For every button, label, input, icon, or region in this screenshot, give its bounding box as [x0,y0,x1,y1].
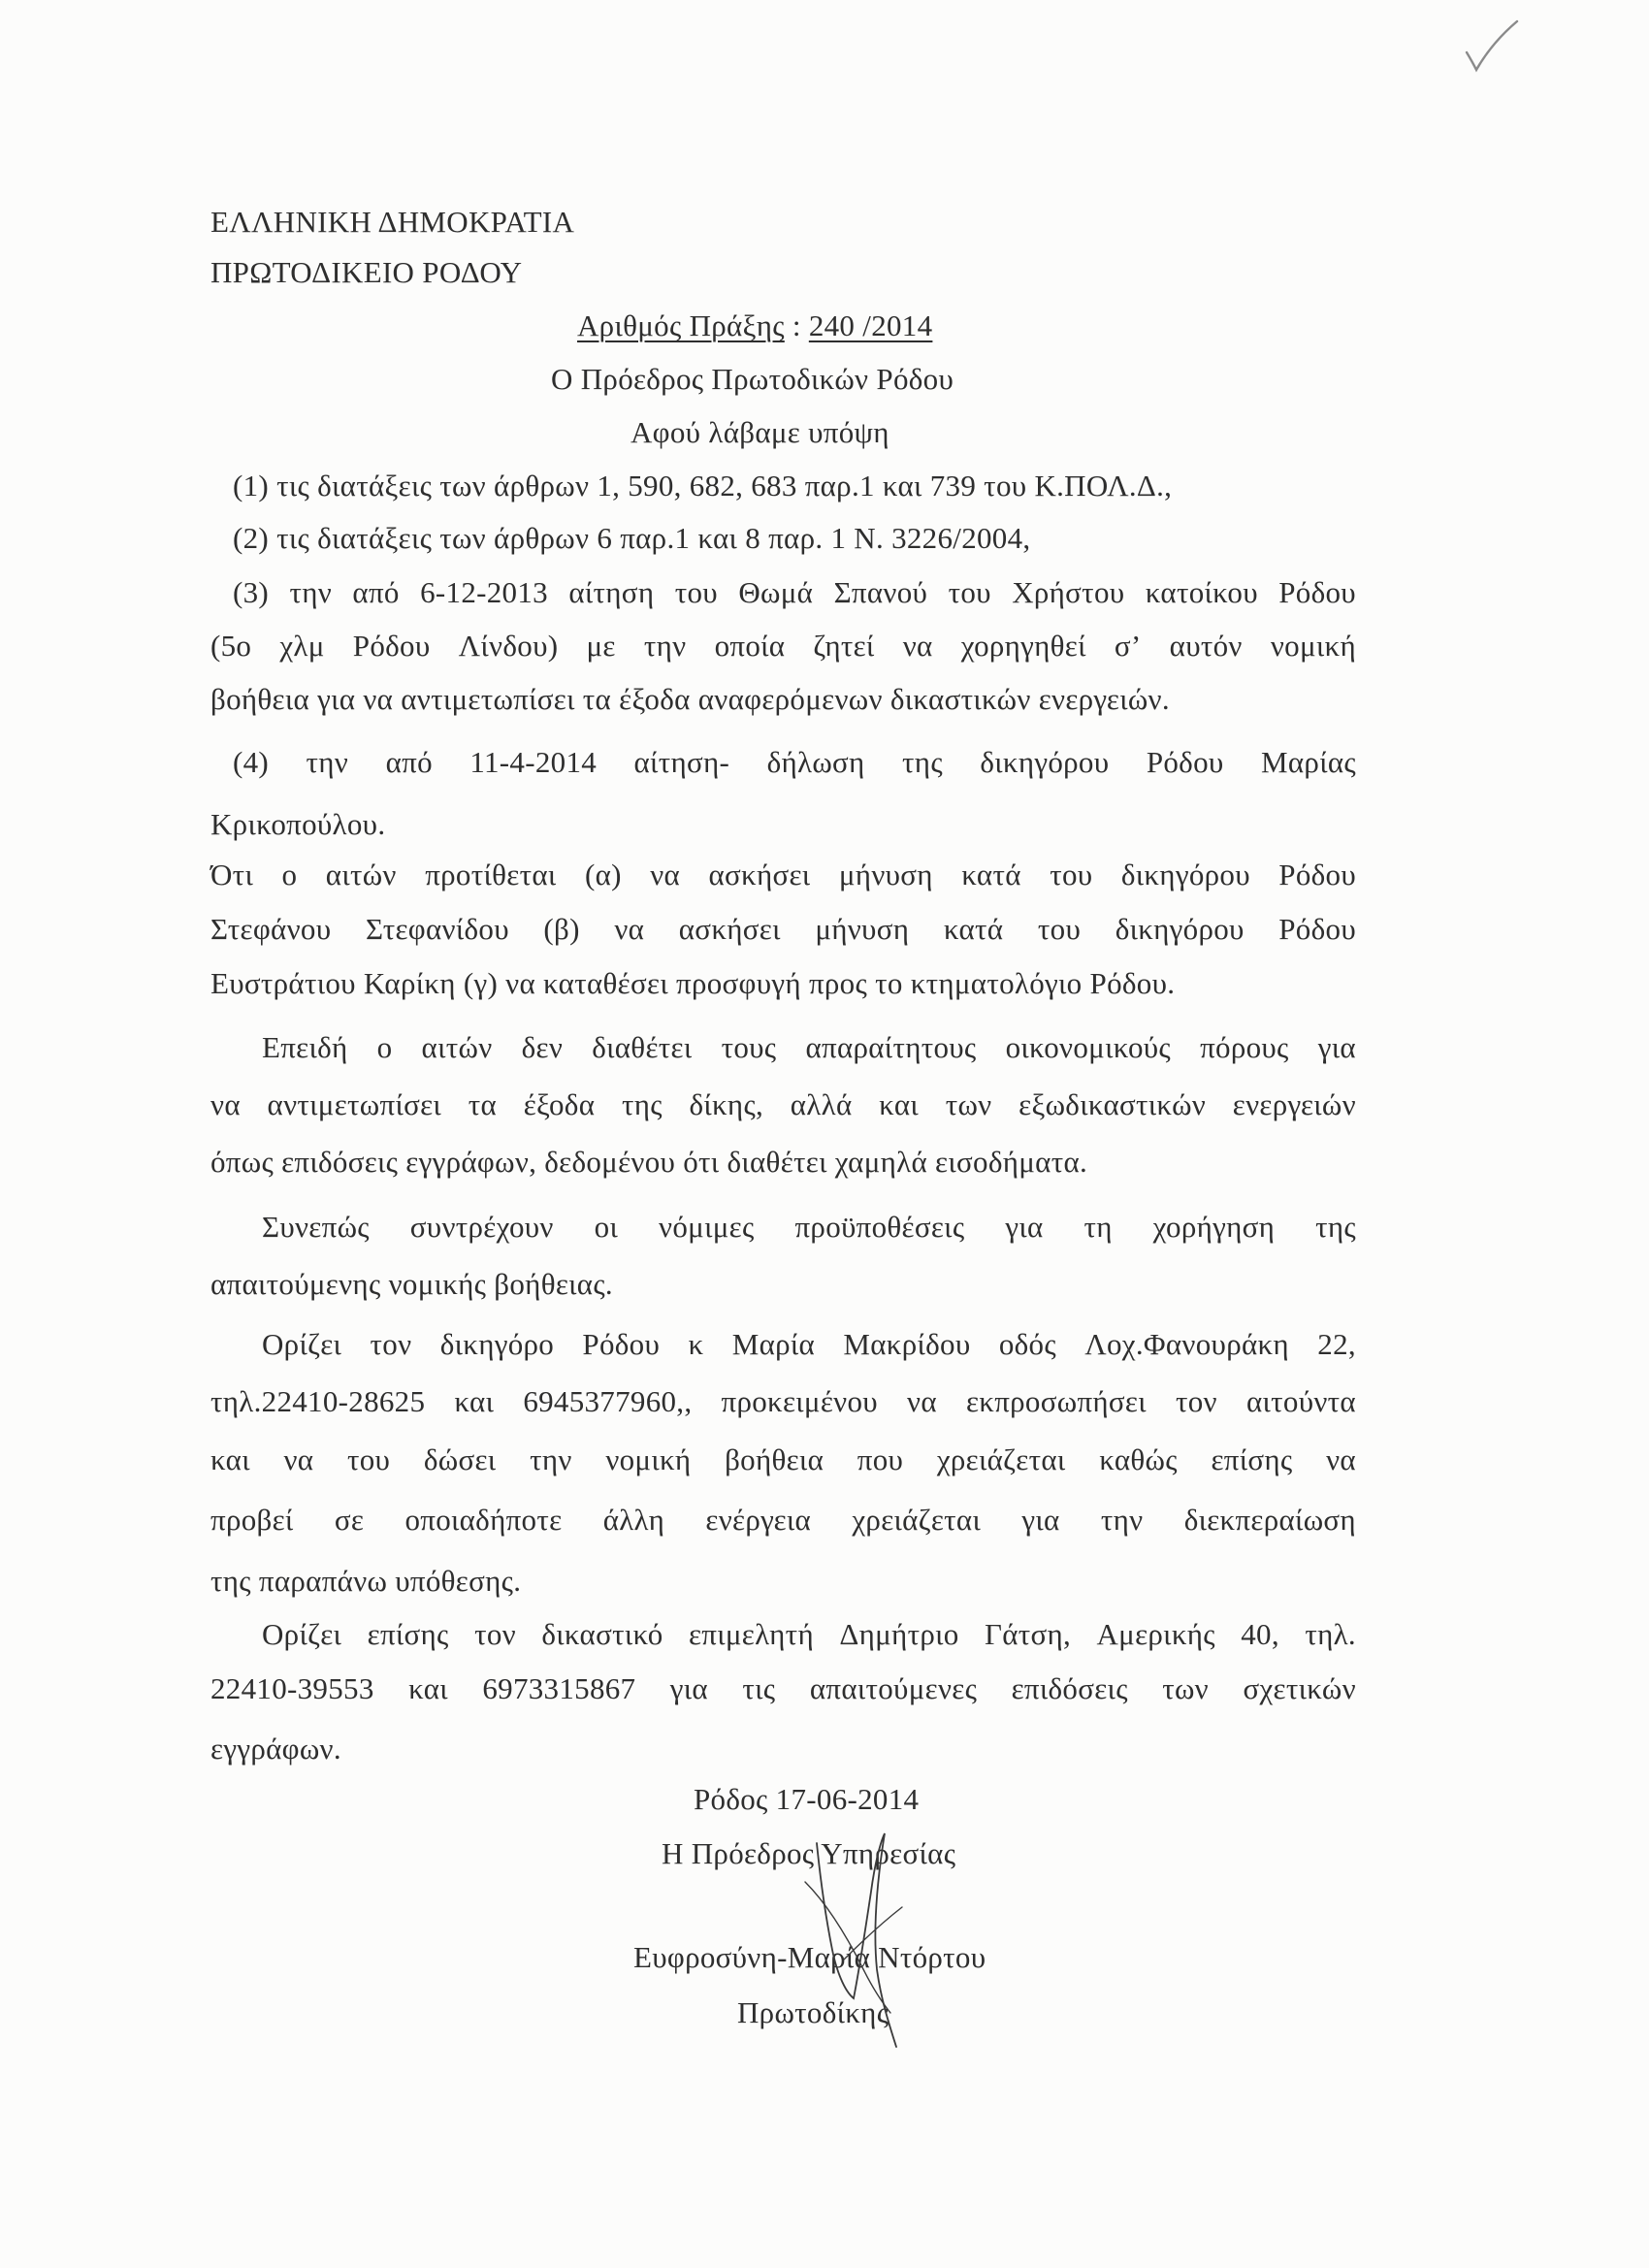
word: 40, [1241,1617,1279,1651]
paragraph-4-line-2 [210,1384,1356,1419]
word: άλλη [602,1503,665,1537]
header-republic: ΕΛΛΗΝΙΚΗ ΔΗΜΟΚΡΑΤΙΑ [210,205,575,239]
word: επίσης [367,1617,449,1651]
word: νομική [605,1442,692,1476]
header-court: ΠΡΩΤΟΔΙΚΕΙΟ ΡΟΔΟΥ [210,255,523,289]
act-number [577,308,932,343]
word: ενέργεια [705,1503,812,1537]
word: να [902,629,933,663]
act-number-label: Αριθμός Πράξης [577,308,785,342]
word: αντιμετωπίσει [267,1087,442,1121]
word: του [674,575,718,609]
word: την [530,1442,572,1476]
word: αίτηση [568,575,655,609]
word: δικαστικό [541,1617,663,1651]
consideration-4-line-2: Κρικοπούλου. [210,807,386,841]
word: διαθέτει [592,1030,693,1064]
word: χρειάζεται [852,1503,982,1537]
act-number-value: 240 /2014 [808,308,933,342]
word: τις [742,1671,776,1705]
paragraph-2-line-2 [210,1087,1356,1122]
word: ενεργειών [1232,1087,1356,1121]
word: να [650,858,681,891]
word: προτίθεται [425,858,557,891]
consideration-4-line-1 [233,745,1356,780]
word: Δημήτριο [839,1617,959,1651]
word: αιτών [325,858,397,891]
word: δίκης, [689,1087,764,1121]
word: κατά [961,858,1021,891]
paragraph-1-line-2 [210,912,1356,947]
paragraph-1-line-1 [210,858,1356,892]
word: Σπανού [833,575,928,609]
word: Ορίζει [262,1617,342,1651]
word: την [289,575,333,609]
word: Λοχ.Φανουράκη [1084,1327,1289,1361]
word: δικηγόρο [439,1327,555,1361]
word: να [1326,1442,1356,1476]
word: προκειμένου [721,1384,878,1418]
word: να [210,1087,241,1121]
word: τον [1175,1384,1217,1418]
word: Ορίζει [262,1327,342,1361]
word: και [408,1671,448,1705]
word: την [643,629,687,663]
word: δεν [521,1030,564,1064]
word: νομική [1270,629,1356,663]
word: απαιτούμενες [809,1671,978,1705]
word: Ρόδου [352,629,431,663]
word: Μαρίας [1261,745,1356,779]
word: χορηγηθεί [960,629,1086,663]
considering-line: Αφού λάβαμε υπόψη [630,415,889,449]
word: με [586,629,616,663]
word: για [1021,1503,1060,1537]
word: ασκήσει [708,858,811,891]
paragraph-4-line-3 [210,1442,1356,1477]
word: σ’ [1114,629,1142,663]
word: διεκπεραίωση [1183,1503,1356,1537]
signatory-title: Πρωτοδίκης [737,1995,889,2029]
word: του [1037,912,1082,946]
word: δικηγόρου [1115,912,1245,946]
consideration-3-line-3: βοήθεια για να αντιμετωπίσει τα έξοδα αναφερόμενων δικαστικών ενεργειών. [210,682,1170,716]
word: οποιαδήποτε [404,1503,563,1537]
word: τη [1083,1210,1113,1244]
paragraph-1-line-3: Ευστράτιου Καρίκη (γ) να καταθέσει προσφυγή προς το κτηματολόγιο Ρόδου. [210,966,1176,1000]
consideration-3-line-2 [210,629,1356,664]
word: δικηγόρου [980,745,1110,779]
word: χλμ [279,629,325,663]
word: δώσει [423,1442,497,1476]
act-number-sep: : [784,308,809,342]
word: οι [594,1210,619,1244]
word: για [1005,1210,1044,1244]
checkmark-icon [1463,19,1521,76]
word: Ρόδου [1278,912,1356,946]
word: ζητεί [813,629,875,663]
word: έξοδα [523,1087,596,1121]
word: (5ο [210,629,252,663]
word: επίσης [1211,1442,1293,1476]
word: της [902,745,943,779]
word: Ρόδου [582,1327,661,1361]
word: και [210,1442,250,1476]
word: Επειδή [262,1030,348,1064]
word: επιδόσεις [1011,1671,1128,1705]
word: Ρόδου [1146,745,1224,779]
word: σε [334,1503,365,1537]
word: εξωδικαστικών [1018,1087,1207,1121]
word: δικηγόρου [1120,858,1250,891]
word: την [1100,1503,1144,1537]
word: σχετικών [1243,1671,1356,1705]
word: κατοίκου [1145,575,1258,609]
word: τον [474,1617,516,1651]
word: 6973315867 [482,1671,636,1705]
word: ο [281,858,298,891]
word: Ρόδου [1278,858,1356,891]
word: μήνυση [838,858,933,891]
word: των [945,1087,992,1121]
word: τηλ.22410-28625 [210,1384,426,1418]
place-date: Ρόδος 17-06-2014 [694,1782,920,1816]
word: 11-4-2014 [469,745,598,779]
word: πόρους [1200,1030,1289,1064]
paragraph-5-line-2 [210,1671,1356,1706]
word: να [614,912,645,946]
word: (4) [233,745,270,779]
word: (3) [233,575,270,609]
word: αυτόν [1169,629,1243,663]
word: Μαρία [731,1327,816,1361]
word: χορήγηση [1152,1210,1276,1244]
word: Γάτση, [984,1617,1072,1651]
word: αλλά [790,1087,853,1121]
word: αιτούντα [1245,1384,1356,1418]
word: που [857,1442,904,1476]
word: τον [370,1327,412,1361]
word: τα [468,1087,498,1121]
word: Ρόδου [1278,575,1356,609]
word: οικονομικούς [1005,1030,1171,1064]
word: της [1315,1210,1356,1244]
consideration-1: (1) τις διατάξεις των άρθρων 1, 590, 682, 683 παρ.1 και 739 του Κ.ΠΟΛ.Δ., [233,469,1173,502]
word: τηλ. [1305,1617,1356,1651]
word: του [1050,858,1093,891]
word: καθώς [1099,1442,1178,1476]
word: δήλωση [766,745,865,779]
word: Χρήστου [1012,575,1125,609]
word: ασκήσει [678,912,781,946]
paragraph-5-line-3: εγγράφων. [210,1732,341,1766]
word: του [948,575,991,609]
word: του [346,1442,391,1476]
paragraph-3-line-1 [262,1210,1356,1245]
word: προβεί [210,1503,294,1537]
word: για [669,1671,708,1705]
word: κ [688,1327,704,1361]
word: εκπροσωπήσει [965,1384,1147,1418]
word: Ότι [210,858,254,891]
word: από [385,745,433,779]
consideration-3-line-1 [233,575,1356,610]
word: (β) [543,912,580,946]
word: ο [376,1030,393,1064]
paragraph-2-line-3: όπως επιδόσεις εγγράφων, δεδομένου ότι διαθέτει χαμηλά εισοδήματα. [210,1145,1088,1179]
word: Στεφάνου [210,912,332,946]
word: κατά [943,912,1004,946]
word: Στεφανίδου [365,912,509,946]
word: για [1317,1030,1356,1064]
word: της [621,1087,663,1121]
word: να [907,1384,937,1418]
word: 22, [1317,1327,1356,1361]
paragraph-2-line-1 [262,1030,1356,1065]
word: επιμελητή [688,1617,814,1651]
word: αίτηση- [633,745,730,779]
signatory-name: Ευφροσύνη-Μαρία Ντόρτου [633,1940,986,1974]
word: να [283,1442,314,1476]
paragraph-4-line-1 [262,1327,1356,1362]
word: την [306,745,349,779]
word: βοήθεια [725,1442,824,1476]
word: νόμιμες [659,1210,755,1244]
word: των [1162,1671,1209,1705]
word: από [352,575,400,609]
word: 6-12-2013 [420,575,548,609]
word: Λίνδου) [458,629,559,663]
word: μήνυση [815,912,910,946]
word: προϋποθέσεις [794,1210,965,1244]
word: οποία [714,629,786,663]
word: Θωμά [738,575,814,609]
word: (α) [584,858,622,891]
word: απαραίτητους [805,1030,977,1064]
word: Συνεπώς [262,1210,370,1244]
word: χρειάζεται [936,1442,1066,1476]
word: συντρέχουν [409,1210,554,1244]
word: τους [721,1030,777,1064]
word: αιτών [421,1030,493,1064]
paragraph-5-line-1 [262,1617,1356,1652]
paragraph-4-line-4 [210,1503,1356,1538]
president-line: Ο Πρόεδρος Πρωτοδικών Ρόδου [551,362,954,396]
word: 6945377960,, [523,1384,693,1418]
word: Αμερικής [1096,1617,1215,1651]
paragraph-4-line-5: της παραπάνω υπόθεσης. [210,1564,522,1598]
consideration-2: (2) τις διατάξεις των άρθρων 6 παρ.1 και 8 παρ. 1 Ν. 3226/2004, [233,521,1031,555]
paragraph-3-line-2: απαιτούμενης νομικής βοήθειας. [210,1267,613,1301]
signatory-role: Η Πρόεδρος Υπηρεσίας [662,1836,956,1870]
word: Μακρίδου [843,1327,971,1361]
word: και [879,1087,920,1121]
word: 22410-39553 [210,1671,374,1705]
word: οδός [998,1327,1056,1361]
word: και [454,1384,495,1418]
